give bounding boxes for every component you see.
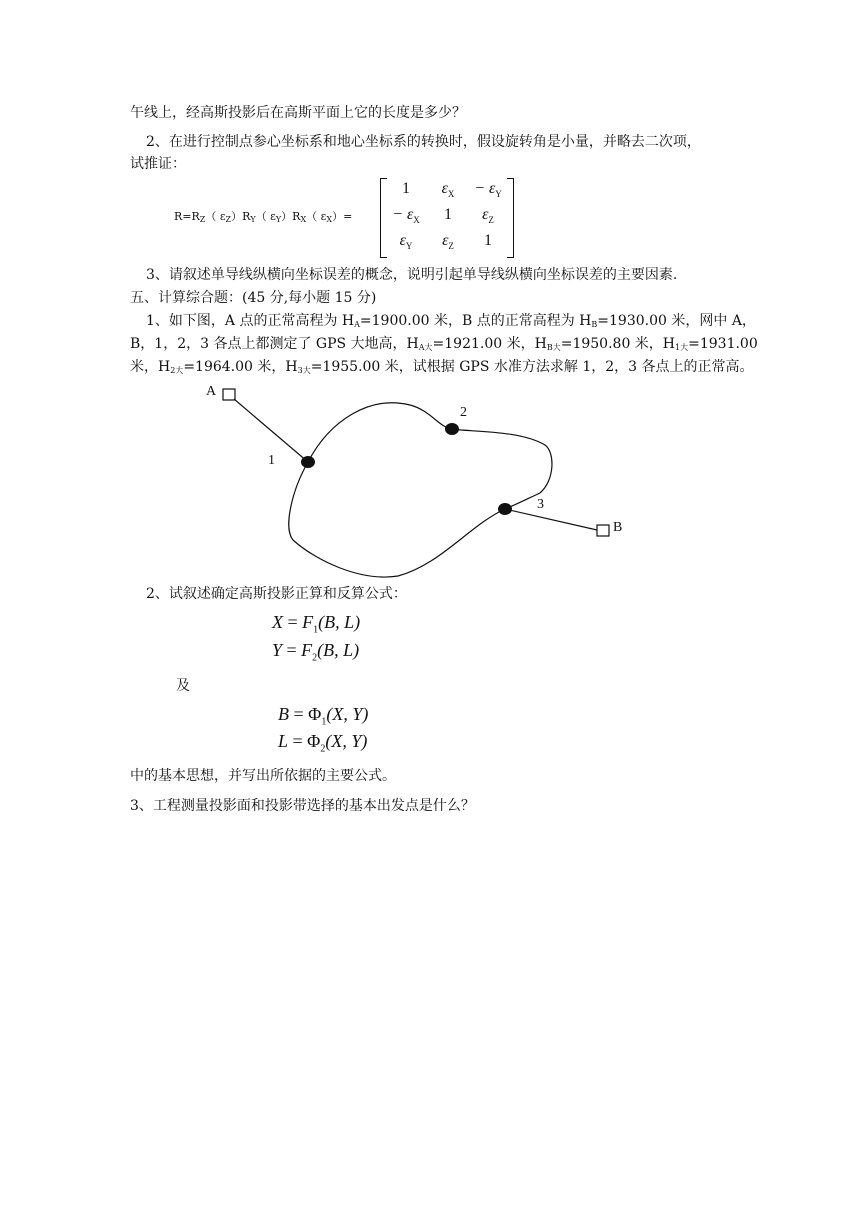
matrix-cell: 1 [402, 180, 410, 197]
point-2-marker [445, 423, 459, 435]
equation-l: $L = \Phi_2(X$, Y) [278, 731, 368, 755]
text-line-4: 3、请叙述单导线纵横向坐标误差的概念，说明引起单导线纵横向坐标误差的主要因素. [146, 267, 678, 283]
equation-y: $Y = F_2(B$, L) [272, 640, 360, 664]
matrix-cell: $\varepsilon_Z$ [482, 206, 494, 226]
matrix-cell: $\varepsilon_X$ [441, 180, 455, 200]
point-b-square [597, 525, 609, 536]
text-line-and: 及 [176, 678, 190, 694]
equation-b: $B = \Phi_1(X$, Y) [278, 704, 369, 728]
label-2: 2 [460, 405, 467, 420]
text-line-6: 1、如下图，A 点的正常高程为 $H_A=1900.00$ 米，B 点的正常高程为 $H_B=1930.00$ 米，网中 A， [146, 313, 756, 329]
label-1: 1 [268, 453, 275, 468]
text-line-2: 2、在进行控制点参心坐标系和地心坐标系的转换时，假设旋转角是小量，并略去二次项， [146, 134, 701, 150]
matrix-cell: − $\varepsilon_X$ [392, 206, 420, 226]
equation-x: $X = F_1(B$, L) [272, 612, 361, 636]
rotation-formula-lhs: $R=R_Z$（ $\varepsilon_Z)R_Y$（ $\varepsilon_Y)R_X$（ $\varepsilon_X)=$ [174, 210, 353, 224]
point-a-square [223, 389, 235, 400]
text-line-12: 3、工程测量投影面和投影带选择的基本出发点是什么？ [130, 798, 475, 814]
label-3: 3 [537, 497, 544, 512]
text-line-7: B，1，2，3 各点上都测定了 GPS 大地高，$H_{A大}=1921.00$ 米，$H_{B大}=1950.80$ 米，$H_{1大}=1931.00$ [130, 336, 758, 352]
matrix-cell: − $\varepsilon_Y$ [474, 180, 502, 200]
gps-network-diagram [0, 0, 865, 600]
closed-loop [289, 403, 552, 577]
text-line-8: 米，$H_{2大}=1964.00$ 米，$H_{3大}=1955.00$ 米，试根据 GPS 水准方法求解 1，2，3 各点上的正常高。 [130, 359, 754, 375]
label-a: A [206, 384, 217, 399]
text-line-1: 午线上，经高斯投影后在高斯平面上它的长度是多少？ [130, 105, 466, 121]
section-heading: 五、计算综合题：(45 分,每小题 15 分) [130, 290, 377, 306]
matrix-cell: $\varepsilon_Y$ [399, 232, 413, 252]
text-line-9: 2、试叙述确定高斯投影正算和反算公式： [146, 586, 407, 602]
matrix-cell: 1 [444, 206, 452, 223]
text-line-11: 中的基本思想，并写出所依据的主要公式。 [130, 768, 396, 784]
matrix-cell: $\varepsilon_Z$ [442, 232, 454, 252]
point-1-marker [301, 456, 315, 468]
matrix-cell: 1 [484, 232, 492, 249]
label-b: B [613, 520, 623, 535]
text-line-3: 试推证： [130, 156, 186, 172]
line-3-b [505, 509, 597, 530]
